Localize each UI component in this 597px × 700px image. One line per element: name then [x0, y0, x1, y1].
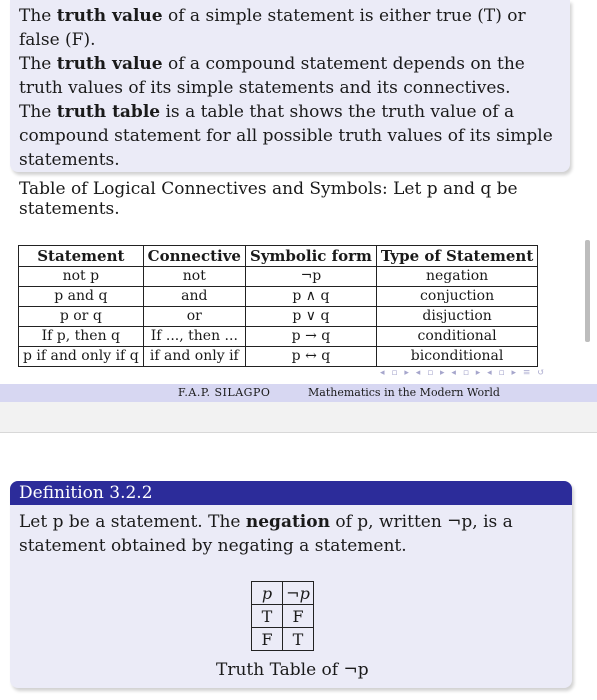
cell-symbol: p ∧ q	[245, 287, 376, 307]
footer-title: Mathematics in the Modern World	[308, 386, 500, 399]
table-row	[252, 605, 314, 628]
cell-connective: not	[143, 267, 245, 287]
connectives-intro: Table of Logical Connectives and Symbols: Let p and q be statements.	[19, 179, 518, 219]
header-symbolic-form: Symbolic form	[245, 246, 376, 267]
beamer-navigation-icons[interactable]: ◂ ▫ ▸ ◂ ▫ ▸ ◂ ▫ ▸ ◂ ▫ ▸ ≡ ↺	[380, 368, 547, 378]
cell-statement: p if and only if q	[19, 347, 144, 367]
cell-symbol: p ↔ q	[245, 347, 376, 367]
cell-statement: p or q	[19, 307, 144, 327]
truth-value-compound-text: The truth value of a compound statement depends on the truth values of its simple statements and its connectives.	[19, 54, 525, 98]
table-row	[252, 628, 314, 651]
definition-title: Definition 3.2.2	[10, 481, 572, 505]
slide-footer	[0, 384, 597, 402]
cell-type: negation	[376, 267, 537, 287]
header-type: Type of Statement	[376, 246, 537, 267]
vertical-scrollbar[interactable]	[585, 240, 590, 342]
header-p: p	[252, 582, 283, 605]
table-row	[19, 347, 538, 367]
cell-statement: If p, then q	[19, 327, 144, 347]
table-caption: Truth Table of ¬p	[216, 660, 369, 680]
header-connective: Connective	[143, 246, 245, 267]
truth-table-text: The truth table is a table that shows the truth value of a compound statement for all possible truth values of its simple statements.	[19, 102, 553, 170]
cell-type: conditional	[376, 327, 537, 347]
header-statement: Statement	[19, 246, 144, 267]
header-not-p: ¬p	[283, 582, 314, 605]
table-row	[19, 307, 538, 327]
cell-connective: and	[143, 287, 245, 307]
cell-connective: If ..., then ...	[143, 327, 245, 347]
cell-statement: p and q	[19, 287, 144, 307]
cell-type: conjuction	[376, 287, 537, 307]
definition-block	[10, 481, 572, 688]
cell-statement: not p	[19, 267, 144, 287]
cell-symbol: p ∨ q	[245, 307, 376, 327]
cell-symbol: p → q	[245, 327, 376, 347]
footer-author: F.A.P. SILAGPO	[178, 386, 271, 399]
cell-symbol: ¬p	[245, 267, 376, 287]
table-header-row	[252, 582, 314, 605]
truth-value-simple-text: The truth value of a simple statement is either true (T) or false (F).	[19, 6, 526, 50]
cell-type: biconditional	[376, 347, 537, 367]
slide-separator	[0, 402, 597, 433]
connectives-table	[18, 245, 538, 367]
truth-definitions-block	[10, 0, 570, 172]
cell-connective: if and only if	[143, 347, 245, 367]
definition-text: Let p be a statement. The negation of p, written ¬p, is a statement obtained by negating a statement.	[19, 512, 513, 556]
cell-p: F	[252, 628, 283, 651]
cell-type: disjuction	[376, 307, 537, 327]
table-row	[19, 267, 538, 287]
table-row	[19, 287, 538, 307]
cell-connective: or	[143, 307, 245, 327]
table-row	[19, 327, 538, 347]
negation-truth-table	[251, 581, 314, 651]
table-header-row	[19, 246, 538, 267]
cell-p: T	[252, 605, 283, 628]
cell-not-p: F	[283, 605, 314, 628]
cell-not-p: T	[283, 628, 314, 651]
